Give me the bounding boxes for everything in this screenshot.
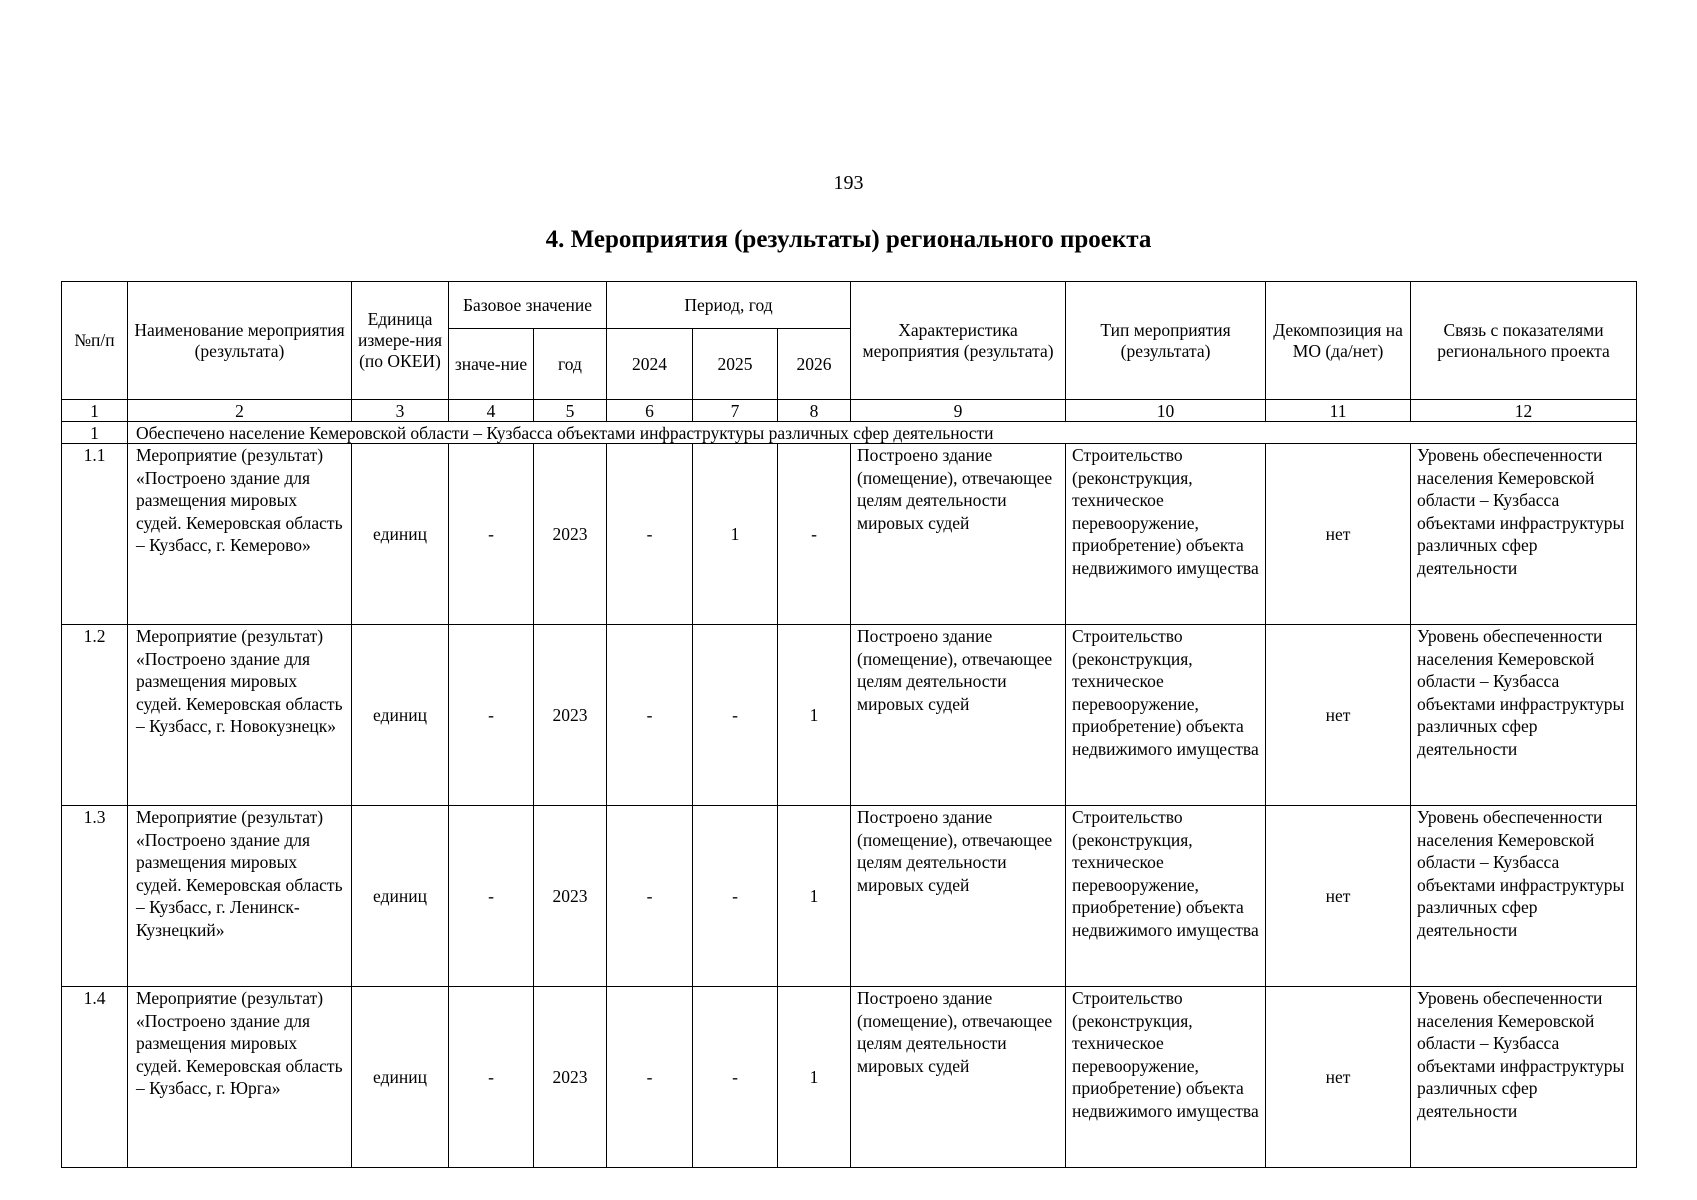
link-cell: Уровень обеспеченности населения Кемеровской области – Кузбасса объектами инфраструктуры различных сфер деятельности — [1411, 444, 1637, 625]
type-cell: Строительство (реконструкция, техническое перевооружение, приобретение) объекта недвижимого имущества — [1066, 987, 1266, 1168]
decomposition-cell: нет — [1266, 625, 1411, 806]
header-base: Базовое значение — [449, 282, 607, 329]
base-value-cell: - — [449, 806, 534, 987]
page-number: 193 — [833, 172, 864, 194]
header-characteristic: Характеристика мероприятия (результата) — [851, 282, 1066, 400]
row-number: 1.2 — [62, 625, 128, 806]
column-number: 12 — [1411, 400, 1637, 422]
unit-cell: единиц — [352, 987, 449, 1168]
column-number: 3 — [352, 400, 449, 422]
table-row — [62, 444, 1637, 625]
base-value-cell: - — [449, 987, 534, 1168]
column-number: 11 — [1266, 400, 1411, 422]
characteristic-cell: Построено здание (помещение), отвечающее целям деятельности мировых судей — [851, 625, 1066, 806]
row-number: 1.1 — [62, 444, 128, 625]
type-cell: Строительство (реконструкция, техническое перевооружение, приобретение) объекта недвижимого имущества — [1066, 444, 1266, 625]
header-year-2025: 2025 — [693, 329, 778, 400]
header-base-value: значе-ние — [449, 329, 534, 400]
header-year-2024: 2024 — [607, 329, 693, 400]
activity-name: Мероприятие (результат) «Построено здание для размещения мировых судей. Кемеровская область – Кузбасс, г. Ленинск-Кузнецкий» — [128, 806, 352, 987]
type-cell: Строительство (реконструкция, техническое перевооружение, приобретение) объекта недвижимого имущества — [1066, 625, 1266, 806]
page-title: 4. Мероприятия (результаты) регионального проекта — [545, 226, 1152, 253]
characteristic-cell: Построено здание (помещение), отвечающее целям деятельности мировых судей — [851, 987, 1066, 1168]
table-row — [62, 987, 1637, 1168]
header-no: №п/п — [62, 282, 128, 400]
header-decomposition: Декомпозиция на МО (да/нет) — [1266, 282, 1411, 400]
unit-cell: единиц — [352, 444, 449, 625]
year-2026-cell: 1 — [778, 987, 851, 1168]
year-2024-cell: - — [607, 625, 693, 806]
activities-table-container — [61, 281, 1637, 1168]
base-value-cell: - — [449, 444, 534, 625]
type-cell: Строительство (реконструкция, техническое перевооружение, приобретение) объекта недвижимого имущества — [1066, 806, 1266, 987]
table-row — [62, 625, 1637, 806]
year-2026-cell: 1 — [778, 625, 851, 806]
header-period: Период, год — [607, 282, 851, 329]
year-2025-cell: - — [693, 806, 778, 987]
header-base-year: год — [534, 329, 607, 400]
column-number: 10 — [1066, 400, 1266, 422]
base-year-cell: 2023 — [534, 444, 607, 625]
activity-name: Мероприятие (результат) «Построено здание для размещения мировых судей. Кемеровская область – Кузбасс, г. Юрга» — [128, 987, 352, 1168]
unit-cell: единиц — [352, 625, 449, 806]
row-number: 1.4 — [62, 987, 128, 1168]
column-number: 7 — [693, 400, 778, 422]
year-2025-cell: - — [693, 625, 778, 806]
decomposition-cell: нет — [1266, 806, 1411, 987]
column-number: 1 — [62, 400, 128, 422]
header-type: Тип мероприятия (результата) — [1066, 282, 1266, 400]
column-number-row — [62, 400, 1637, 422]
activity-name: Мероприятие (результат) «Построено здание для размещения мировых судей. Кемеровская область – Кузбасс, г. Кемерово» — [128, 444, 352, 625]
table-row — [62, 806, 1637, 987]
year-2024-cell: - — [607, 806, 693, 987]
link-cell: Уровень обеспеченности населения Кемеровской области – Кузбасса объектами инфраструктуры различных сфер деятельности — [1411, 987, 1637, 1168]
year-2026-cell: - — [778, 444, 851, 625]
characteristic-cell: Построено здание (помещение), отвечающее целям деятельности мировых судей — [851, 444, 1066, 625]
column-number: 6 — [607, 400, 693, 422]
base-year-cell: 2023 — [534, 625, 607, 806]
column-number: 9 — [851, 400, 1066, 422]
year-2025-cell: - — [693, 987, 778, 1168]
year-2026-cell: 1 — [778, 806, 851, 987]
section-title: Обеспечено население Кемеровской области – Кузбасса объектами инфраструктуры различных сфер деятельности — [128, 422, 1637, 444]
unit-cell: единиц — [352, 806, 449, 987]
column-number: 2 — [128, 400, 352, 422]
characteristic-cell: Построено здание (помещение), отвечающее целям деятельности мировых судей — [851, 806, 1066, 987]
year-2025-cell: 1 — [693, 444, 778, 625]
year-2024-cell: - — [607, 987, 693, 1168]
decomposition-cell: нет — [1266, 987, 1411, 1168]
activity-name: Мероприятие (результат) «Построено здание для размещения мировых судей. Кемеровская область – Кузбасс, г. Новокузнецк» — [128, 625, 352, 806]
activities-table — [61, 281, 1637, 1168]
year-2024-cell: - — [607, 444, 693, 625]
column-number: 5 — [534, 400, 607, 422]
header-unit: Единица измере-ния (по ОКЕИ) — [352, 282, 449, 400]
header-name: Наименование мероприятия (результата) — [128, 282, 352, 400]
base-year-cell: 2023 — [534, 806, 607, 987]
header-year-2026: 2026 — [778, 329, 851, 400]
column-number: 8 — [778, 400, 851, 422]
section-row — [62, 422, 1637, 444]
base-year-cell: 2023 — [534, 987, 607, 1168]
header-link: Связь с показателями регионального проекта — [1411, 282, 1637, 400]
base-value-cell: - — [449, 625, 534, 806]
section-number: 1 — [62, 422, 128, 444]
header-row-1 — [62, 282, 1637, 329]
link-cell: Уровень обеспеченности населения Кемеровской области – Кузбасса объектами инфраструктуры различных сфер деятельности — [1411, 625, 1637, 806]
row-number: 1.3 — [62, 806, 128, 987]
column-number: 4 — [449, 400, 534, 422]
decomposition-cell: нет — [1266, 444, 1411, 625]
link-cell: Уровень обеспеченности населения Кемеровской области – Кузбасса объектами инфраструктуры различных сфер деятельности — [1411, 806, 1637, 987]
